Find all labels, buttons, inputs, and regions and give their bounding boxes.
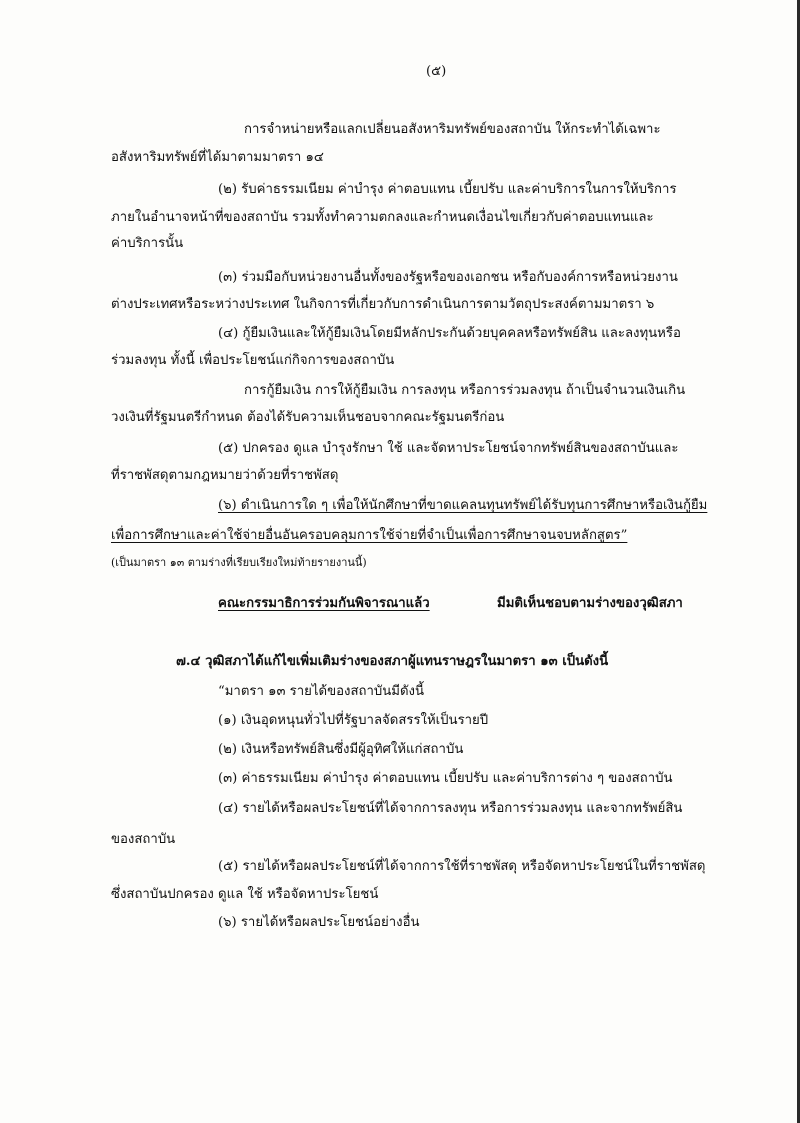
committee-label: คณะกรรมาธิการร่วมกันพิจารณาแล้ว [218,596,430,611]
list-item: (๒) เงินหรือทรัพย์สินซึ่งมีผู้อุทิศให้แก่สถาบัน [218,742,464,757]
paragraph-line: (๒) รับค่าธรรมเนียม ค่าบำรุง ค่าตอบแทน เบี้ยปรับ และค่าบริการในการให้บริการ [218,182,677,197]
section-heading: ๗.๔ วุฒิสภาได้แก้ไขเพิ่มเติมร่างของสภาผู้แทนราษฎรในมาตรา ๑๓ เป็นดังนี้ [176,654,609,669]
list-item: (๓) ค่าธรรมเนียม ค่าบำรุง ค่าตอบแทน เบี้ยปรับ และค่าบริการต่าง ๆ ของสถาบัน [218,771,673,786]
list-item: (๖) รายได้หรือผลประโยชน์อย่างอื่น [218,915,420,930]
paragraph-line: วงเงินที่รัฐมนตรีกำหนด ต้องได้รับความเห็นชอบจากคณะรัฐมนตรีก่อน [111,410,505,425]
paragraph-line: ต่างประเทศหรือระหว่างประเทศ ในกิจการที่เกี่ยวกับการดำเนินการตามวัตถุประสงค์ตามมาตรา ๖ [111,297,655,312]
list-item: (๔) รายได้หรือผลประโยชน์ที่ได้จากการลงทุน หรือการร่วมลงทุน และจากทรัพย์สิน [218,801,683,816]
amended-paragraph-line: (๖) ดำเนินการใด ๆ เพื่อให้นักศึกษาที่ขาดแคลนทุนทรัพย์ได้รับทุนการศึกษาหรือเงินกู้ยืม [218,498,708,513]
paragraph-line: ร่วมลงทุน ทั้งนี้ เพื่อประโยชน์แก่กิจการของสถาบัน [111,353,395,368]
paragraph-line: (๔) กู้ยืมเงินและให้กู้ยืมเงินโดยมีหลักประกันด้วยบุคคลหรือทรัพย์สิน และลงทุนหรือ [218,326,681,341]
paragraph-line: ที่ราชพัสดุตามกฎหมายว่าด้วยที่ราชพัสดุ [111,468,339,483]
paragraph-line: ภายในอำนาจหน้าที่ของสถาบัน รวมทั้งทำความตกลงและกำหนดเงื่อนไขเกี่ยวกับค่าตอบแทนและ [111,210,654,225]
page-number: (๕) [426,64,447,79]
amended-paragraph-line: เพื่อการศึกษาและค่าใช้จ่ายอื่นอันครอบคลุมการใช้จ่ายที่จำเป็นเพื่อการศึกษาจนจบหลักสูตร” [111,528,628,543]
paragraph-line: การจำหน่ายหรือแลกเปลี่ยนอสังหาริมทรัพย์ของสถาบัน ให้กระทำได้เฉพาะ [244,122,661,137]
list-item: (๕) รายได้หรือผลประโยชน์ที่ได้จากการใช้ที่ราชพัสดุ หรือจัดหาประโยชน์ในที่ราชพัสดุ [218,859,706,874]
committee-opinion: มีมติเห็นชอบตามร่างของวุฒิสภา [497,596,683,611]
section-title: “มาตรา ๑๓ รายได้ของสถาบันมีดังนี้ [218,684,424,699]
list-item-continuation: ของสถาบัน [111,832,176,847]
list-item: (๑) เงินอุดหนุนทั่วไปที่รัฐบาลจัดสรรให้เป็นรายปี [218,713,489,728]
list-item-continuation: ซึ่งสถาบันปกครอง ดูแล ใช้ หรือจัดหาประโยชน์ [111,887,379,902]
paragraph-line: อสังหาริมทรัพย์ที่ได้มาตามมาตรา ๑๔ [111,150,324,165]
paragraph-line: (๕) ปกครอง ดูแล บำรุงรักษา ใช้ และจัดหาประโยชน์จากทรัพย์สินของสถาบันและ [218,441,679,456]
paragraph-line: (๓) ร่วมมือกับหน่วยงานอื่นทั้งของรัฐหรือของเอกชน หรือกับองค์การหรือหน่วยงาน [218,270,678,285]
paragraph-line: ค่าบริการนั้น [111,236,184,251]
footnote: (เป็นมาตรา ๑๓ ตามร่างที่เรียบเรียงใหม่ท้ายรายงานนี้) [111,556,367,569]
paragraph-line: การกู้ยืมเงิน การให้กู้ยืมเงิน การลงทุน หรือการร่วมลงทุน ถ้าเป็นจำนวนเงินเกิน [244,383,686,398]
